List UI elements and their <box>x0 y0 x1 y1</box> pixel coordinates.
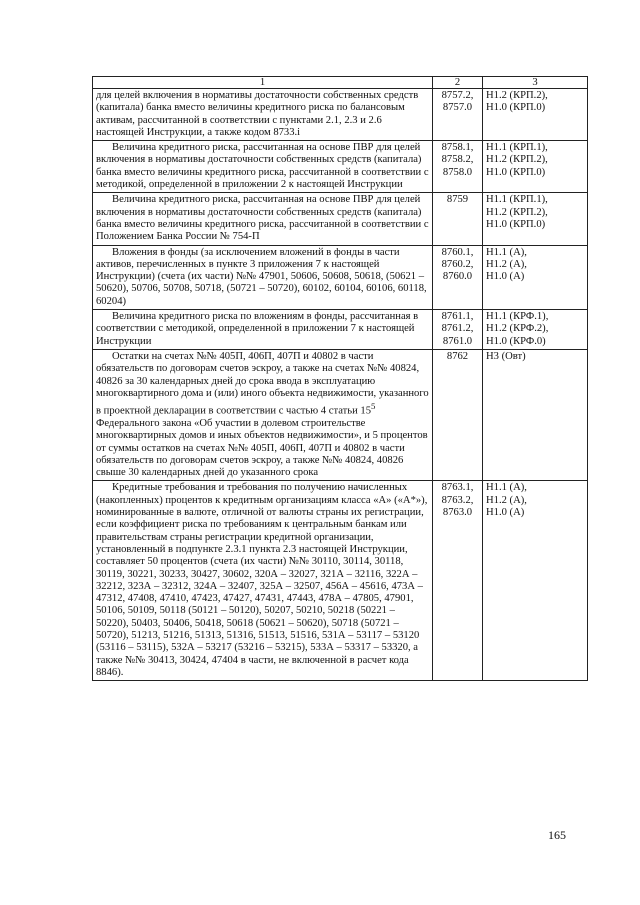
code-line: 8758.1, <box>441 142 474 154</box>
norm-line: Н1.0 (А) <box>486 507 525 519</box>
row-description: Величина кредитного риска, рассчитанная на основе ПВР для целей включения в нормативы достаточности собственных средств (капитала) банка вместо величины кредитного риска, рассчитанной в соответствии с методикой, определенной в приложении 2 к настоящей Инструкции <box>93 141 433 193</box>
row-codes <box>433 193 483 245</box>
code-line: 8761.0 <box>442 335 473 347</box>
norm-line: Н1.1 (А), <box>486 246 527 258</box>
norm-line: Н1.2 (А), <box>486 494 527 506</box>
row-norms <box>483 349 588 481</box>
code-line: 8760.0 <box>442 271 473 283</box>
table-row <box>93 481 588 681</box>
header-col-2: 2 <box>433 77 483 89</box>
code-line: 8760.1, <box>441 246 474 258</box>
code-line: 8757.0 <box>442 102 473 114</box>
code-line: 8759 <box>446 194 469 206</box>
code-line: 8761.2, <box>441 323 474 335</box>
row-description <box>93 349 433 481</box>
code-line: 8760.2, <box>441 258 474 270</box>
row-norms <box>483 141 588 193</box>
table-row <box>93 193 588 245</box>
row-description-part-b: Федерального закона «Об участии в долевом строительстве многоквартирных домов и иных объектов недвижимости», и 5 процентов от суммы остатков на счетах №№ 405П, 406П, 407П и 40802 в части обязательств по договорам счетов эскроу, а также №№ 40824, 40826 свыше 30 календарных дней до указанного срока <box>96 417 428 479</box>
table-row <box>93 141 588 193</box>
code-line: 8758.2, <box>441 154 474 166</box>
norm-line: Н1.2 (А), <box>486 258 527 270</box>
row-codes <box>433 89 483 141</box>
row-codes <box>433 481 483 681</box>
norm-line: Н1.2 (КРФ.2), <box>486 323 549 335</box>
indicator-table <box>92 76 588 681</box>
code-line: 8757.2, <box>441 90 474 101</box>
code-line: 8758.0 <box>442 166 473 178</box>
table-row <box>93 349 588 481</box>
row-codes <box>433 349 483 481</box>
code-line: 8763.2, <box>441 494 474 506</box>
table-row <box>93 310 588 350</box>
row-norms <box>483 193 588 245</box>
norm-line: Н1.2 (КРП.2), <box>486 154 548 166</box>
norm-line: Н1.0 (КРП.0) <box>486 102 546 114</box>
row-description: Кредитные требования и требования по получению начисленных (накопленных) процентов к кредитным организациям класса «А» («А*»), номинированные в валюте, отличной от валюты страны их регистрации, если коэффициент риска по требованиям к центральным банкам или правительствам страны регистрации кредитной организации, установленный в подпункте 2.3.1 пункта 2.3 настоящей Инструкции, составляет 50 процентов (счета (их части) №№ 30110, 30114, 30118, 30119, 30221, 30233, 30427, 30602, 320А – 32027, 321А – 32116, 322А – 32212, 323А – 32312, 324А – 32407, 325А – 32507, 456А – 45616, 473А – 47312, 47408, 47410, 47423, 47427, 47431, 47443, 478А – 47805, 47901, 50106, 50109, 50118 (50121 – 50120), 50207, 50210, 50218 (50221 – 50220), 50403, 50406, 50418, 50618 (50621 – 50620), 50718 (50721 – 50720), 51213, 51216, 51313, 51316, 51513, 51516, 531А – 53117 – 53120 (53116 – 53115), 532А – 53217 (53216 – 53215), 533А – 53317 – 53320, а также №№ 30413, 30424, 47404 в части, не включенной в расчет кода 8846). <box>93 481 433 681</box>
code-line: 8763.0 <box>442 507 473 519</box>
header-col-3: 3 <box>483 77 588 89</box>
row-norms <box>483 89 588 141</box>
row-codes <box>433 310 483 350</box>
norm-line: Н1.2 (КРП.2), <box>486 90 548 101</box>
row-codes <box>433 141 483 193</box>
row-norms <box>483 481 588 681</box>
norm-line: Н1.1 (КРП.1), <box>486 194 548 206</box>
norm-line: Н1.1 (КРФ.1), <box>486 311 549 323</box>
row-description: Величина кредитного риска, рассчитанная на основе ПВР для целей включения в нормативы достаточности собственных средств (капитала) банка вместо величины кредитного риска, рассчитанной в соответствии с Положением Банка России № 754-П <box>93 193 433 245</box>
row-codes <box>433 245 483 309</box>
row-description-part-a: Остатки на счетах №№ 405П, 406П, 407П и 40802 в части обязательств по договорам счетов эскроу, а также на счетах №№ 40824, 40826 за 30 календарных дней до срока ввода в эксплуатацию многоквартирного дома и (или) иного объекта недвижимости, указанного в проектной декларации в соответствии с частью 4 статьи 15 <box>96 350 429 417</box>
header-col-1: 1 <box>93 77 433 89</box>
norm-line: Н1.0 (А) <box>486 271 525 283</box>
row-description: Вложения в фонды (за исключением вложений в фонды в части активов, перечисленных в пункте 3 приложения 7 к настоящей Инструкции) (счета (их части) №№ 47901, 50606, 50608, 50618, (50621 – 50620), 50706, 50708, 50718, (50721 – 50720), 60102, 60104, 60106, 60118, 60204) <box>93 245 433 309</box>
row-description: для целей включения в нормативы достаточности собственных средств (капитала) банка вместо величины кредитного риска по балансовым активам, рассчитанной в соответствии с пунктами 2.1, 2.3 и 2.6 настоящей Инструкции, а также кодом 8733.i <box>93 89 433 141</box>
table-row <box>93 245 588 309</box>
table-row <box>93 89 588 141</box>
code-line: 8761.1, <box>441 311 474 323</box>
row-norms <box>483 245 588 309</box>
code-line: 8762 <box>446 350 469 362</box>
code-line: 8763.1, <box>441 482 474 494</box>
norm-line: Н1.0 (КРП.0) <box>486 218 546 230</box>
page-number: 165 <box>548 828 566 842</box>
table-header-row <box>93 77 588 89</box>
norm-line: Н1.1 (А), <box>486 482 527 494</box>
row-description: Величина кредитного риска по вложениям в фонды, рассчитанная в соответствии с методикой, определенной в приложении 7 к настоящей Инструкции <box>93 310 433 350</box>
norm-line: Н3 (Овт) <box>486 350 526 362</box>
footnote-superscript: 5 <box>371 401 376 412</box>
norm-line: Н1.1 (КРП.1), <box>486 142 548 154</box>
norm-line: Н1.0 (КРП.0) <box>486 166 546 178</box>
row-norms <box>483 310 588 350</box>
norm-line: Н1.0 (КРФ.0) <box>486 335 546 347</box>
norm-line: Н1.2 (КРП.2), <box>486 206 548 218</box>
